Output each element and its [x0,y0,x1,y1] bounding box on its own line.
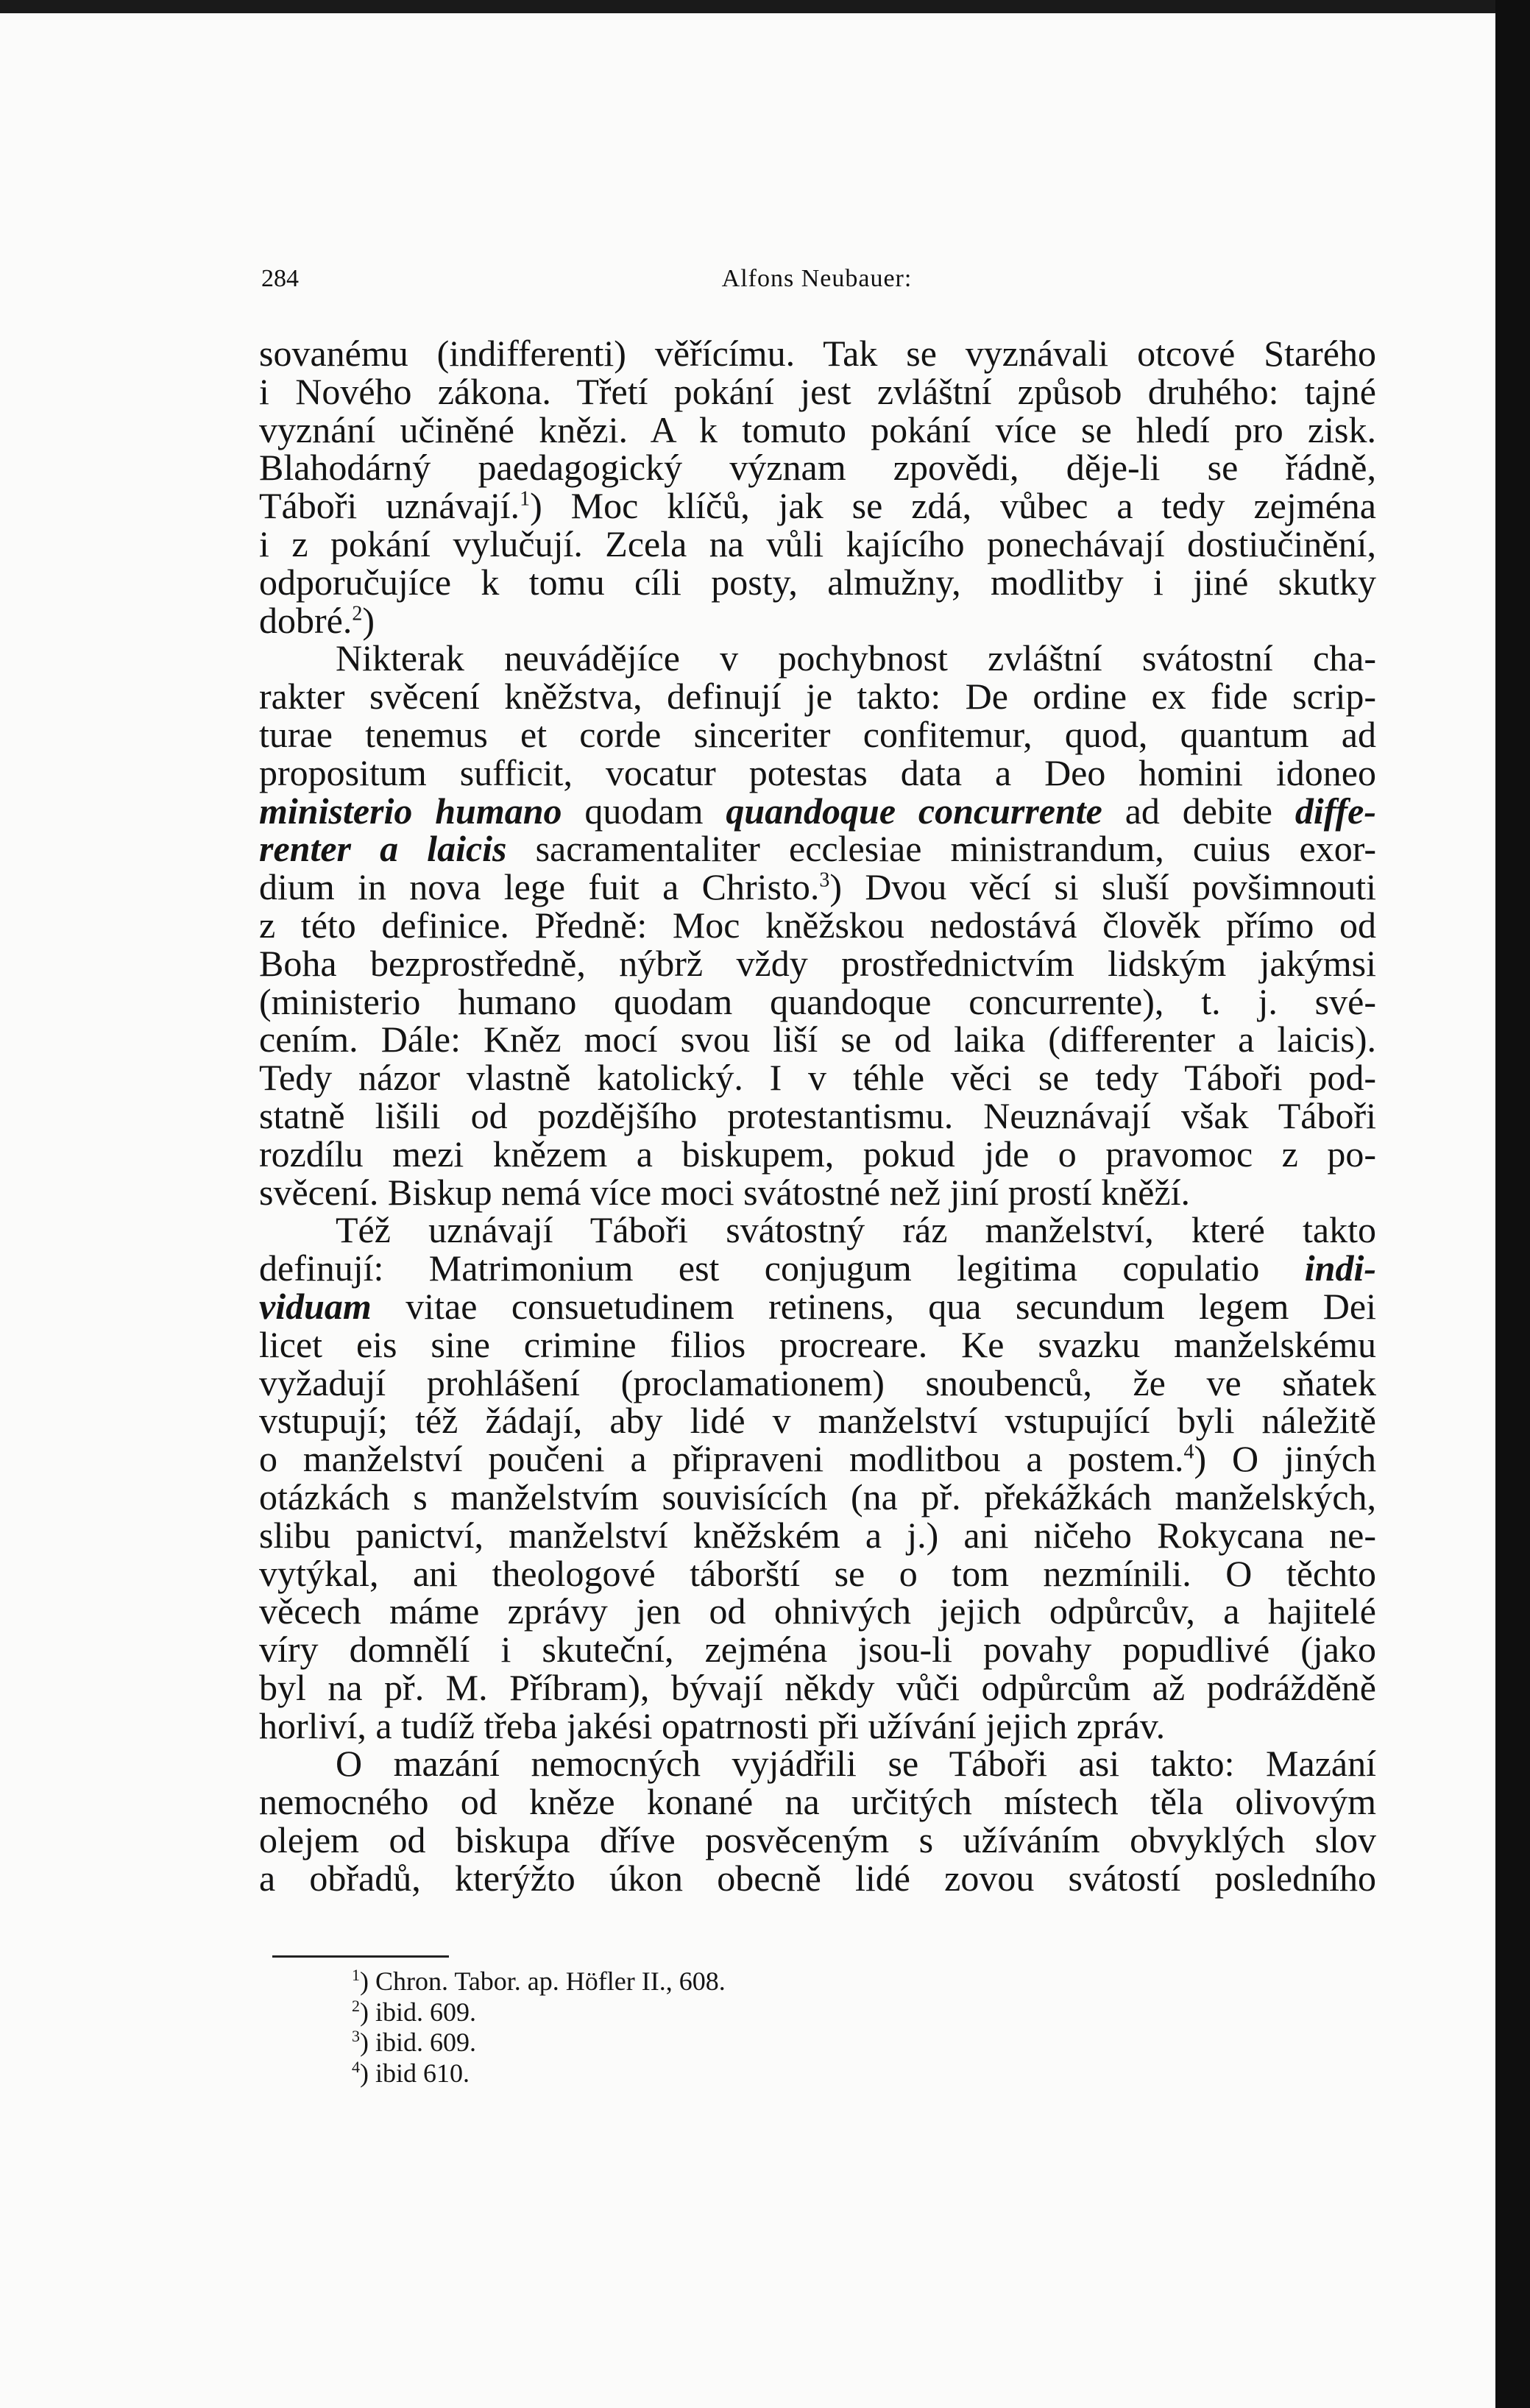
text-line [259,1590,1376,1632]
text-segment: Blahodárný paedagogický význam zpovědi, děje-li se řádně, [259,447,1376,489]
text-segment: z této definice. Předně: Moc kněžskou nedostává člověk přímo od [259,904,1376,946]
text-line [259,868,1376,907]
text-line [259,678,1376,716]
text-segment: otázkách s manželstvím souvisících (na př. překážkách manželských, [259,1476,1376,1518]
footnote-text: ) Chron. Tabor. ap. Höfler II., 608. [360,1966,726,1996]
text-segment: i z pokání vylučují. Zcela na vůli kajícího ponechávají dostiučinění, [259,523,1376,564]
text-segment: i Nového zákona. Třetí pokání jest zvláštní způsob druhého: tajné [259,370,1376,412]
text-segment: cením. Dále: Kněz mocí svou liší se od laika (differenter a laicis). [259,1019,1376,1060]
text-segment: vitae consuetudinem retinens, qua secundum legem Dei [371,1285,1376,1327]
italic-phrase: ministerio humano [259,790,562,832]
text-segment: O mazání nemocných vyjádřili se Táboři asi takto: Mazání [336,1743,1376,1785]
footnote [352,1966,1014,1997]
text-segment: horliví, a tudíž třeba jakési opatrnosti při užívání jejich zpráv. [259,1704,1166,1746]
text-segment: Též uznávají Táboři svátostný ráz manželství, které takto [336,1209,1376,1251]
text-segment: quodam [562,790,726,832]
text-segment: ) Moc klíčů, jak se zdá, vůbec a tedy zejména [530,485,1376,527]
text-line [259,525,1376,564]
text-line [259,1514,1376,1556]
text-segment: dobré. [259,599,353,641]
page-number: 284 [261,265,299,292]
text-line [259,751,1376,793]
footnote-ref: 4 [1183,1440,1194,1464]
footnote-ref: 2 [352,601,363,625]
text-line [259,637,1376,679]
text-line [259,561,1376,603]
footnote-mark: 3 [352,2027,360,2045]
text-segment: vytýkal, ani theologové táborští se o tom nezmínili. O těchto [259,1552,1376,1594]
text-line [259,1323,1376,1365]
footnote-text: ) ibid 610. [360,2058,470,2088]
text-segment: ad debite [1102,790,1295,832]
text-segment: o manželství poučeni a připraveni modlitbou a postem. [259,1438,1184,1480]
italic-phrase: diffe- [1295,790,1376,832]
text-segment: ) O jiných [1194,1438,1377,1480]
footnote-mark: 2 [352,1996,360,2015]
text-line [259,904,1376,946]
text-segment: odporučujíce k tomu cíli posty, almužny, modlitby i jiné skutky [259,561,1376,603]
page-edge-shadow [1495,0,1530,2408]
footnote [352,2028,1014,2058]
text-line [259,790,1376,832]
text-segment: Nikterak neuvádějíce v pochybnost zvláštní svátostní cha- [336,637,1376,679]
running-head [261,265,1373,302]
text-line [259,1821,1376,1860]
text-line [259,335,1376,373]
text-segment: olejem od biskupa dříve posvěceným s užíváním obvyklých slov [259,1819,1376,1861]
text-segment: dium in nova lege fuit a Christo. [259,866,820,908]
text-segment: a obřadů, kterýžto úkon obecně lidé zovou svátostí posledního [259,1857,1376,1899]
text-segment: věcech máme zprávy jen od ohnivých jejich odpůrcův, a hajitelé [259,1590,1376,1632]
text-line [259,980,1376,1022]
italic-phrase: renter a laicis [259,828,507,870]
text-line [259,942,1376,984]
body-text [259,335,1376,1898]
text-segment: vstupují; též žádají, aby lidé v manželství vstupující byli náležitě [259,1400,1376,1442]
text-segment: (ministerio humano quodam quandoque concurrente), t. j. své- [259,980,1376,1022]
text-line [259,1783,1376,1821]
footnote-text: ) ibid. 609. [360,2028,476,2057]
text-line [259,1476,1376,1518]
footnote-rule [272,1955,449,1958]
footnote-mark: 4 [352,2057,360,2076]
text-segment: svěcení. Biskup nemá více moci svátostné než jiní prostí kněží. [259,1171,1190,1213]
text-line [259,599,1376,641]
text-segment: byl na př. M. Příbram), bývají někdy vůči odpůrcům až podrážděně [259,1666,1376,1708]
text-line [259,830,1376,868]
text-segment: nemocného od kněze konané na určitých místech těla olivovým [259,1781,1376,1823]
text-line [259,1402,1376,1440]
text-line [259,1666,1376,1708]
text-line [259,370,1376,412]
text-line [259,1361,1376,1403]
running-title: Alfons Neubauer: [721,265,913,292]
text-line [259,1171,1376,1213]
text-segment: sacramentaliter ecclesiae ministrandum, cuius exor- [506,828,1376,870]
italic-phrase: viduam [259,1285,372,1327]
italic-phrase: indi- [1304,1247,1376,1289]
italic-phrase: quandoque concurrente [726,790,1102,832]
text-segment: ) Dvou věcí si sluší povšimnouti [829,866,1377,908]
text-line [259,1021,1376,1059]
text-line [259,1857,1376,1899]
text-line [259,1704,1376,1746]
text-segment: licet eis sine crimine filios procreare. Ke svazku manželskému [259,1323,1376,1365]
footnote [352,2058,1014,2089]
footnote [352,1997,1014,2028]
text-line [259,1745,1376,1783]
text-segment: turae tenemus et corde sinceriter confitemur, quod, quantum ad [259,713,1376,755]
text-line [259,713,1376,755]
text-segment: propositum sufficit, vocatur potestas data a Deo homini idoneo [259,751,1376,793]
text-segment: Tedy názor vlastně katolický. I v téhle věci se tedy Táboři pod- [259,1057,1376,1099]
text-segment: rozdílu mezi knězem a biskupem, pokud jde o pravomoc z po- [259,1133,1376,1175]
footnote-ref: 1 [520,487,531,511]
footnote-mark: 1 [352,1966,360,1984]
text-line [259,1440,1376,1479]
text-line [259,1631,1376,1669]
text-line [259,408,1376,450]
text-segment: Boha bezprostředně, nýbrž vždy prostřednictvím lidským jakýmsi [259,942,1376,984]
text-segment: rakter svěcení kněžstva, definují je takto: De ordine ex fide scrip- [259,676,1376,718]
text-line [259,1247,1376,1289]
text-line [259,1285,1376,1327]
text-segment: ) [362,599,375,641]
text-segment: definují: Matrimonium est conjugum legitima copulatio [259,1247,1305,1289]
text-line [259,449,1376,487]
text-line [259,1211,1376,1250]
footnote-text: ) ibid. 609. [360,1997,476,2027]
text-line [259,1552,1376,1594]
text-segment: Táboři uznávají. [259,485,520,527]
text-line [259,1059,1376,1097]
text-segment: víry domnělí i skuteční, zejména jsou-li povahy popudlivé (jako [259,1629,1376,1671]
footnote-ref: 3 [819,868,830,892]
text-segment: vyznání učiněné knězi. A k tomuto pokání více se hledí pro zisk. [259,408,1376,450]
text-segment: vyžadují prohlášení (proclamationem) snoubenců, že ve sňatek [259,1361,1376,1403]
text-line [259,1094,1376,1136]
text-segment: statně lišili od pozdějšího protestantismu. Neuznávají však Táboři [259,1094,1376,1136]
text-line [259,487,1376,525]
text-segment: slibu panictví, manželství kněžském a j.) ani ničeho Rokycana ne- [259,1514,1376,1556]
text-line [259,1133,1376,1175]
text-segment: sovanému (indifferenti) věřícímu. Tak se vyznávali otcové Starého [259,333,1376,374]
footnotes [352,1966,1014,2089]
